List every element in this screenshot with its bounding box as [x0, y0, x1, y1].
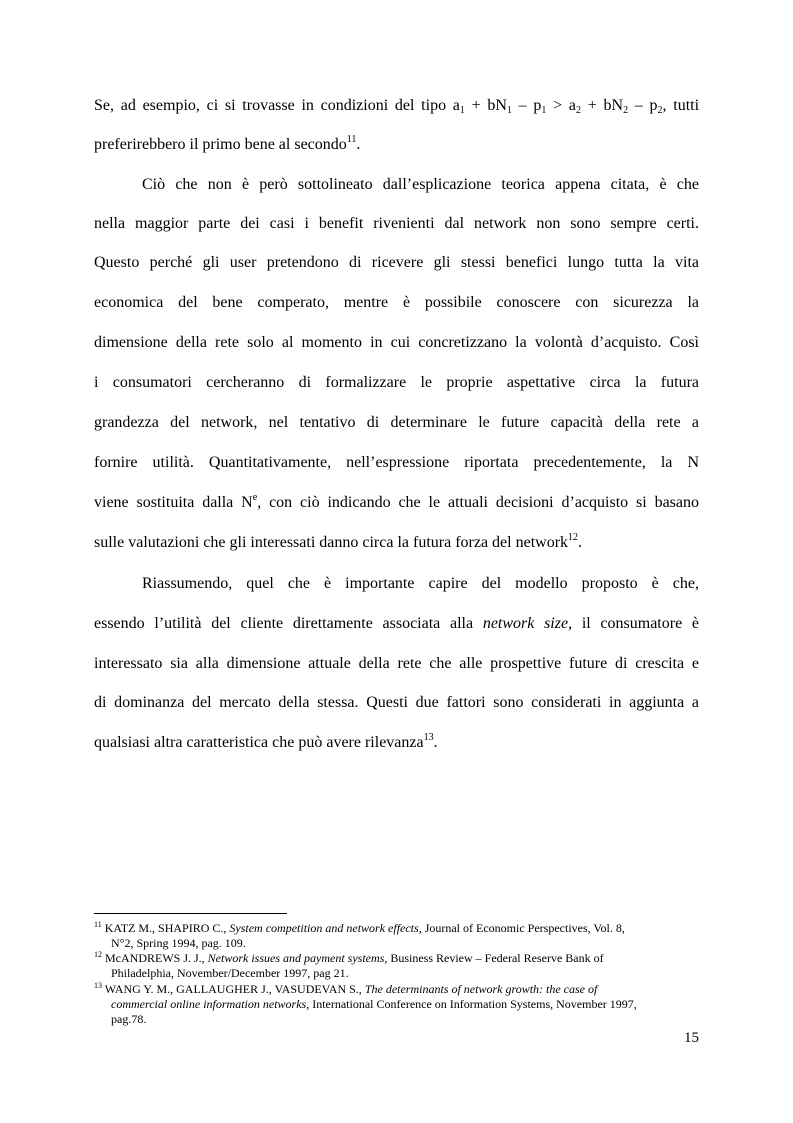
body-line: viene sostituita dalla $N^e$, con ciò indicando che le attuali decisioni d’acquisto si basano: [94, 492, 700, 511]
footnote-ref: 11: [346, 134, 357, 145]
footnote-separator: [94, 913, 287, 914]
body-line: fornire utilità. Quantitativamente, nell’espressione riportata precedentemente, la N: [94, 454, 699, 471]
footnote-line: commercial online information networks, International Conference on Information Systems, November 1997,: [111, 997, 637, 1011]
body-line: grandezza del network, nel tentativo di determinare le future capacità della rete a: [94, 414, 699, 431]
body-line: sulle valutazioni che gli interessati danno circa la futura forza del network$^{12}$.: [94, 532, 583, 551]
footnote-ref: 13: [423, 732, 434, 743]
body-line: Riassumendo, quel che è importante capire del modello proposto è che,: [142, 575, 699, 592]
footnote-line: pag.78.: [111, 1012, 147, 1026]
body-line: nella maggior parte dei casi i benefit rivenienti dal network non sono sempre certi.: [94, 215, 699, 232]
body-line: di dominanza del mercato della stessa. Questi due fattori sono considerati in aggiunta a: [94, 694, 699, 711]
footnote-ref: 12: [568, 532, 579, 543]
body-line: qualsiasi altra caratteristica che può avere rilevanza$^{13}$.: [94, 732, 438, 751]
footnote: $^{13}$ WANG Y. M., GALLAUGHER J., VASUDEVAN S., The determinants of network growth: the case of: [94, 981, 598, 996]
footnote-line: N°2, Spring 1994, pag. 109.: [111, 936, 246, 950]
body-line: preferirebbero il primo bene al secondo$^{11}$.: [94, 134, 361, 153]
body-line: economica del bene comperato, mentre è possibile conoscere con sicurezza la: [94, 294, 699, 311]
page-number: 15: [684, 1030, 699, 1046]
body-line: Ciò che non è però sottolineato dall’esplicazione teorica appena citata, è che: [142, 176, 699, 193]
footnote-line: Philadelphia, November/December 1997, pag 21.: [111, 966, 349, 980]
footnote: $^{12}$ McANDREWS J. J., Network issues and payment systems, Business Review – Federal Reserve Bank of: [94, 950, 604, 965]
body-line: Questo perché gli user pretendono di ricevere gli stessi benefici lungo tutta la vita: [94, 254, 699, 271]
body-line: i consumatori cercheranno di formalizzare le proprie aspettative circa la futura: [94, 374, 699, 391]
body-line: Se, ad esempio, ci si trovasse in condizioni del tipo $a_1 + bN_1 - p_1 > a_2 + bN_2 - p_2$, tutti: [94, 97, 700, 116]
body-line: essendo l’utilità del cliente direttamente associata alla network size, il consumatore è: [94, 615, 700, 632]
body-line: dimensione della rete solo al momento in cui concretizzano la volontà d’acquisto. Così: [94, 334, 699, 351]
footnote: $^{11}$ KATZ M., SHAPIRO C., System competition and network effects, Journal of Economic Perspectives, Vol. 8,: [94, 920, 625, 935]
body-line: interessato sia alla dimensione attuale della rete che alle prospettive future di crescita e: [94, 655, 699, 672]
